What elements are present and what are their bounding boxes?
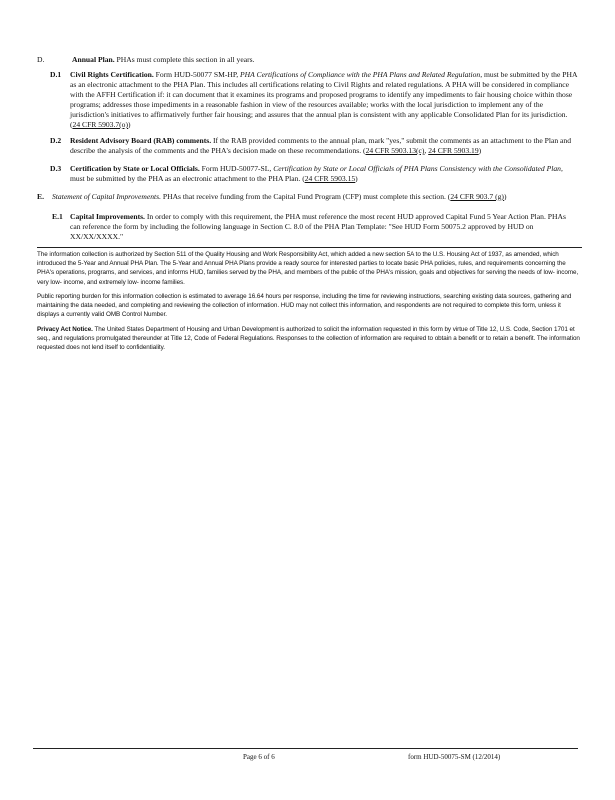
section-d-letter: D. bbox=[37, 55, 45, 64]
notice-divider bbox=[37, 247, 582, 248]
page-number: Page 6 of 6 bbox=[243, 753, 275, 761]
footer-divider bbox=[33, 748, 578, 749]
e1-number: E.1 bbox=[52, 212, 63, 221]
d1-paragraph: Civil Rights Certification. Form HUD-50077 SM-HP, PHA Certifications of Compliance with the PHA Plans and Related Regulation, must be submitted by the PHA as an electronic attachment to the PHA Plan. This includes all certifications relating to Civil Rights and related regulations. A PHA will be considered in compliance with the AFFH Certification if: it can document that it examines its programs and proposed programs to identify any impediments to fair housing choice within those programs; addresses those impediments in a reasonable fashion in view of the resources available; works with the local jurisdiction to implement any of the jurisdiction's initiatives to affirmatively further fair housing; and assures that the annual plan is consistent with any applicable Consolidated Plan for its jurisdiction. (24 CFR 5903.7(o)) bbox=[70, 70, 578, 129]
cfr-link[interactable]: 24 CFR 5903.7(o) bbox=[72, 120, 129, 129]
section-d-title: Annual Plan. PHAs must complete this section in all years. bbox=[72, 55, 255, 64]
section-e-title: Statement of Capital Improvements. PHAs that receive funding from the Capital Fund Program (CFP) must complete this section. (24 CFR 903.7 (g)) bbox=[52, 192, 507, 201]
e1-paragraph: Capital Improvements. In order to comply with this requirement, the PHA must reference the most recent HUD approved Capital Fund 5 Year Action Plan. PHAs can reference the form by including the following language in Section C. 8.0 of the PHA Plan Template: "See HUD Form 50075.2 approved by HUD on XX/XX/XXXX." bbox=[70, 212, 566, 241]
burden-notice: Public reporting burden for this information collection is estimated to average 16.64 hours per response, including the time for reviewing instructions, searching existing data sources, gathering and maintaining the data needed, and completing and reviewing the collection of information. HUD may not collect this information, and respondents are not required to complete this form, unless it displays a currently valid OMB Control Number. bbox=[37, 293, 572, 319]
form-number: form HUD-50075-SM (12/2014) bbox=[408, 753, 501, 761]
cfr-link[interactable]: 24 CFR 5903.13(c) bbox=[365, 146, 425, 155]
privacy-notice: Privacy Act Notice. The United States Department of Housing and Urban Development is authorized to solicit the information requested in this form by virtue of Title 12, U.S. Code, Section 1701 et seq., and regulations promulgated thereunder at Title 12, Code of Federal Regulations. Responses to the collection of information are required to obtain a benefit or to retain a benefit. The information requested does not lend itself to confidentiality. bbox=[37, 326, 580, 352]
d2-paragraph: Resident Advisory Board (RAB) comments. If the RAB provided comments to the annual plan, mark "yes," submit the comments as an attachment to the Plan and describe the analysis of the comments and the PHA's decision made on these recommendations. (24 CFR 5903.13(c), 24 CFR 5903.19) bbox=[70, 136, 571, 155]
cfr-link[interactable]: 24 CFR 5903.15 bbox=[304, 174, 356, 183]
authority-notice: The information collection is authorized by Section 511 of the Quality Housing and Work Responsibility Act, which added a new section 5A to the U.S. Housing Act of 1937, as amended, which introduced the 5-Year and Annual PHA Plan. The 5-Year and Annual PHA Plans provide a ready source for interested parties to locate basic PHA policies, rules, and requirements concerning the PHA's operations, programs, and services, and informs HUD, families served by the PHA, and members of the public of the PHA's mission, goals and objectives for serving the needs of low- income, very low- income, and extremely low- income families. bbox=[37, 251, 579, 286]
cfr-link[interactable]: 24 CFR 903.7 (g) bbox=[450, 192, 504, 201]
d3-paragraph: Certification by State or Local Officials. Form HUD-50077-SL, Certification by State or Local Officials of PHA Plans Consistency with the Consolidated Plan, must be submitted by the PHA as an electronic attachment to the PHA Plan. (24 CFR 5903.15) bbox=[70, 164, 563, 183]
section-e-letter: E. bbox=[37, 192, 44, 201]
d3-number: D.3 bbox=[50, 164, 62, 173]
cfr-link[interactable]: 24 CFR 5903.19 bbox=[428, 146, 479, 155]
d1-number: D.1 bbox=[50, 70, 62, 79]
d2-number: D.2 bbox=[50, 136, 62, 145]
